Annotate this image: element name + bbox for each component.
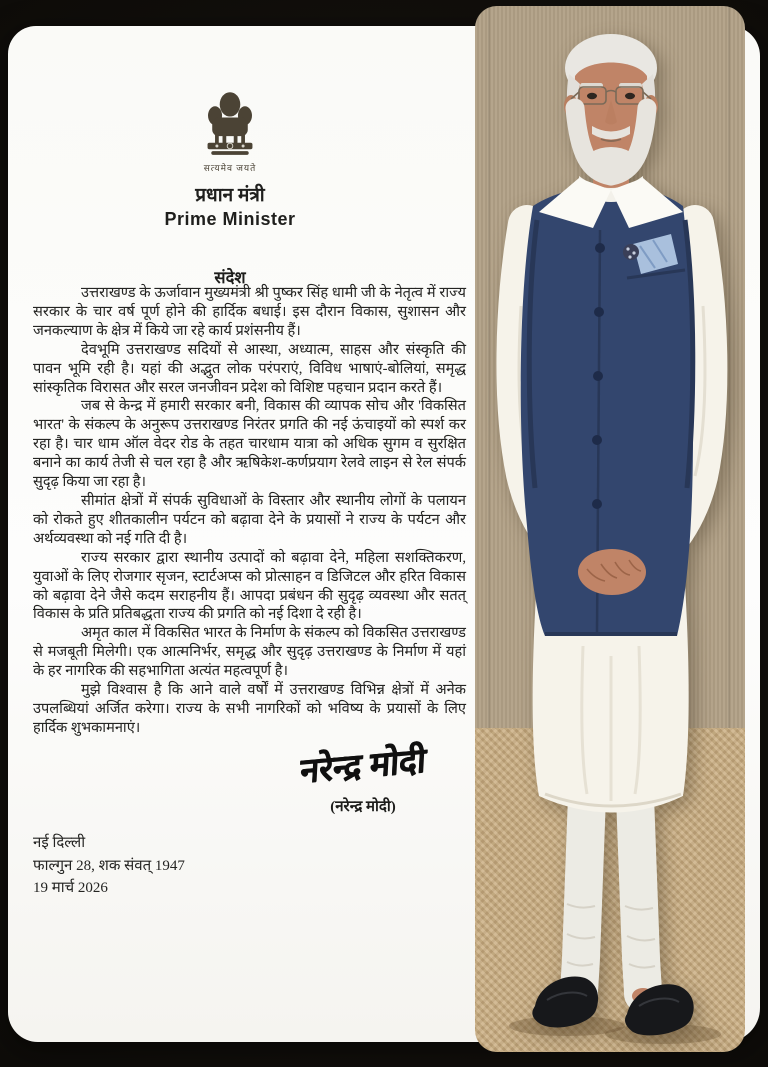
letter-footer bbox=[33, 832, 185, 900]
modi-photo bbox=[475, 6, 745, 1052]
letterhead-title-hindi: प्रधान मंत्री bbox=[195, 185, 265, 206]
letterhead bbox=[38, 88, 422, 230]
letterhead-title-english: Prime Minister bbox=[164, 209, 296, 229]
ashoka-emblem-icon bbox=[201, 88, 259, 160]
message-heading: संदेश bbox=[214, 268, 246, 287]
message-paragraph: उत्तराखण्ड के ऊर्जावान मुख्यमंत्री श्री पुष्कर सिंह धामी जी के नेतृत्व में राज्य सरकार के चार वर्ष पूर्ण होने की हार्दिक बधाई। इस दौरान विकास, सुशासन और जनकल्याण के क्षेत्र में किये जा रहे कार्य प्रशंसनीय हैं। bbox=[33, 285, 466, 339]
emblem-motto: सत्यमेव जयते bbox=[203, 163, 257, 173]
message-paragraph: राज्य सरकार द्वारा स्थानीय उत्पादों को बढ़ावा देने, महिला सशक्तिकरण, युवाओं के लिए रोजगार सृजन, स्टार्टअप्स को प्रोत्साहन व डिजिटल और हरित विकास को बढ़ावा देने जैसे कदम सराहनीय हैं। आपदा प्रबंधन की सुदृढ़ व्यवस्था और सतत् विकास के प्रति प्रतिबद्धता राज्य की प्रगति को नई दिशा दे रही है। bbox=[33, 549, 466, 623]
footer-date-gregorian: 19 मार्च 2026 bbox=[33, 880, 108, 896]
message-paragraph: अमृत काल में विकसित भारत के निर्माण के संकल्प को विकसित उत्तराखण्ड से मजबूती मिलेगी। एक आत्मनिर्भर, समृद्ध और सुदृढ़ उत्तराखण्ड के निर्माण में यहां के हर नागरिक की सहभागिता अत्यंत महत्वपूर्ण है। bbox=[33, 625, 466, 680]
signature-printed-name: (नरेन्द्र मोदी) bbox=[330, 799, 396, 815]
signature-block bbox=[248, 742, 478, 816]
footer-date-saka: फाल्गुन 28, शक संवत् 1947 bbox=[33, 857, 185, 874]
signature-script: नरेन्द्र मोदी bbox=[299, 742, 427, 791]
message-paragraph: मुझे विश्वास है कि आने वाले वर्षों में उत्तराखण्ड विभिन्न क्षेत्रों में अनेक उपलब्धियां अर्जित करेगा। राज्य के सभी नागरिकों को भविष्य के प्रयासों के लिए हार्दिक शुभकामनाएं। bbox=[33, 682, 466, 736]
footer-place: नई दिल्ली bbox=[33, 835, 86, 851]
message-paragraph: जब से केन्द्र में हमारी सरकार बनी, विकास की व्यापक सोच और 'विकसित भारत' के संकल्प के अनुरूप उत्तराखण्ड निरंतर प्रगति की नई ऊंचाइयों को स्पर्श कर रहा है। चार धाम ऑल वेदर रोड के तहत चारधाम यात्रा को अधिक सुगम व सुरक्षित बनाने का कार्य तेजी से चल रहा है और ऋषिकेश-कर्णप्रयाग रेलवे लाइन से रेल संपर्क सुदृढ़ किया जा रहा है। bbox=[33, 398, 466, 491]
message-paragraph: सीमांत क्षेत्रों में संपर्क सुविधाओं के विस्तार और स्थानीय लोगों के पलायन को रोकते हुए शीतकालीन पर्यटन को बढ़ावा देने के प्रयासों ने राज्य के पर्यटन और अर्थव्यवस्था को नई गति दी है। bbox=[33, 492, 466, 547]
message-body bbox=[33, 284, 466, 738]
modi-standing-figure bbox=[475, 6, 745, 1052]
message-paragraph: देवभूमि उत्तराखण्ड सदियों से आस्था, अध्यात्म, साहस और संस्कृति की पावन भूमि रही है। यहां की अद्भुत लोक परंपराएं, विविध भाषाएं-बोलियां, समृद्ध सांस्कृतिक विरासत और सरल जनजीवन प्रदेश को विशिष्ट पहचान प्रदान करते हैं। bbox=[33, 341, 466, 396]
